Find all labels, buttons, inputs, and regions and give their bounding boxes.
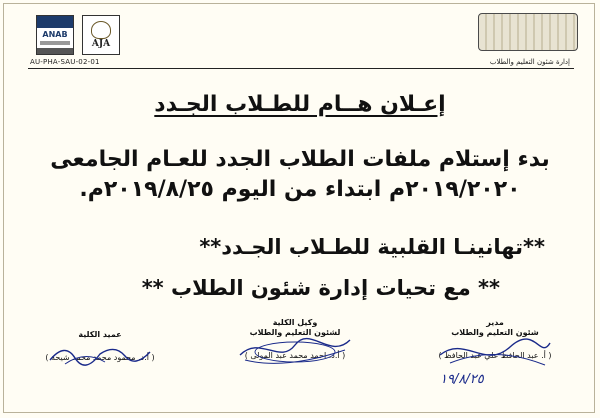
vice-dean-name: ( أ.د. احمد محمد عبد المولى ) [244, 351, 346, 360]
director-role: مدير [486, 318, 504, 327]
director-role-detail: شئون التعليم والطلاب [451, 328, 539, 337]
anab-logo [36, 15, 74, 55]
handwritten-date: ١٩/٨/٢٥ [440, 372, 484, 387]
header [0, 0, 600, 70]
aja-logo-text: AJA [91, 39, 111, 49]
document-code: AU-PHA-SAU-02-01 [30, 58, 100, 66]
body-line-2: ٢٠١٩/٢٠٢٠م ابتداء من اليوم ٢٠١٩/٨/٢٥م. [79, 177, 521, 202]
signature-director [430, 318, 560, 360]
vice-dean-role-detail: لشئون التعليم والطلاب [249, 328, 341, 337]
greeting-line-1: **تهانينـا القلبية للطـلاب الجـدد** [199, 235, 545, 259]
department-name: إدارة شئون التعليم والطلاب [489, 58, 570, 66]
header-divider [28, 68, 574, 69]
body-line-1: بدء إستلام ملفات الطلاب الجدد للعـام الجامعى [50, 147, 550, 172]
anab-logo-text: ANAB [42, 30, 68, 39]
university-logo [476, 8, 580, 56]
dean-role: عميد الكلية [78, 330, 122, 339]
greeting-line-2: ** مع تحيات إدارة شئون الطلاب ** [141, 276, 500, 300]
director-name: ( أ. عبد الحافظ علي عبد الحافظ ) [438, 351, 552, 360]
dean-name: ( أ.د. محمود محمد محمد شيحة ) [45, 353, 155, 362]
signature-dean [40, 330, 160, 362]
aja-logo [82, 15, 120, 55]
vice-dean-role: وكيل الكلية [272, 318, 318, 327]
announcement-title-text: إعـلان هــام للطـلاب الجـدد [154, 92, 446, 117]
announcement-title [0, 92, 600, 117]
signature-vice-dean [230, 318, 360, 360]
